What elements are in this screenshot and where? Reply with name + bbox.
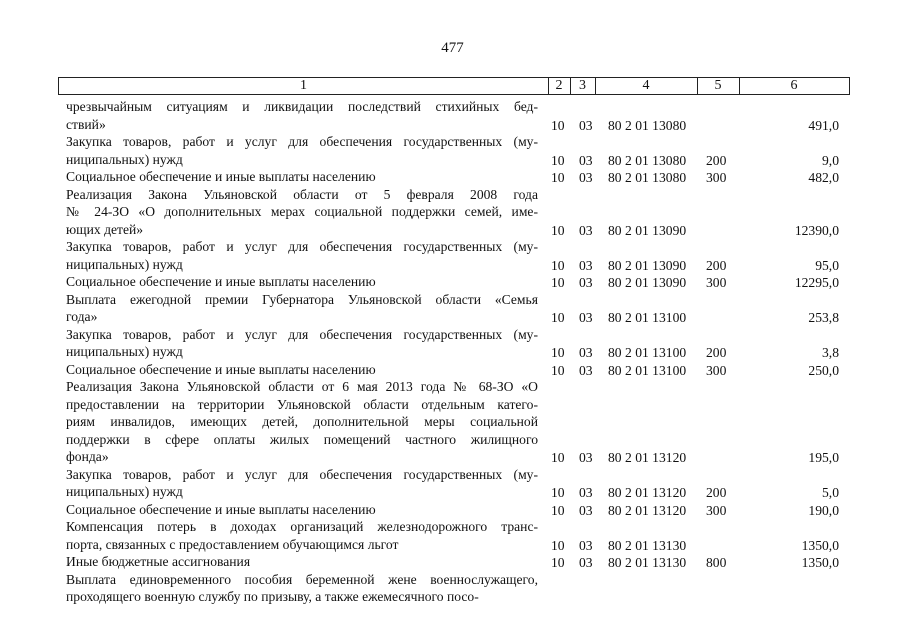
cell-c4: 80 2 01 13100 xyxy=(608,345,687,360)
cell-c2: 10 xyxy=(551,555,565,570)
cell-c3: 03 xyxy=(579,117,593,133)
row-description xyxy=(66,98,538,133)
row-description-line: Закупка товаров, работ и услуг для обеспечения государственных (му- xyxy=(66,326,538,342)
row-description xyxy=(66,291,538,326)
cell-c6: 1350,0 xyxy=(801,537,839,553)
row-description xyxy=(66,238,538,273)
cell-c5: 800 xyxy=(706,555,727,570)
cell-c4: 80 2 01 13090 xyxy=(608,257,687,273)
cell-c6: 12390,0 xyxy=(794,222,839,238)
cell-c2: 10 xyxy=(551,345,565,360)
row-description-line: Иные бюджетные ассигнования xyxy=(66,554,251,569)
cell-c5: 200 xyxy=(706,485,727,500)
cell-c3: 03 xyxy=(579,555,593,570)
cell-c6: 190,0 xyxy=(808,502,839,518)
cell-c2: 10 xyxy=(551,485,565,500)
cell-c4: 80 2 01 13100 xyxy=(608,310,687,325)
row-description xyxy=(66,501,538,519)
row-description xyxy=(66,326,538,361)
row-description-line: ниципальных) нужд xyxy=(66,151,183,167)
cell-c3: 03 xyxy=(579,485,593,500)
cell-c6: 9,0 xyxy=(822,152,839,168)
cell-c6: 491,0 xyxy=(808,117,839,133)
cell-c5: 300 xyxy=(706,362,727,378)
row-description-line: ниципальных) нужд xyxy=(66,344,183,359)
cell-c3: 03 xyxy=(579,222,593,238)
row-description-line: Компенсация потерь в доходах организаций железнодорожного транс- xyxy=(66,519,538,534)
cell-c6: 12295,0 xyxy=(794,275,839,290)
row-description-line: ниципальных) нужд xyxy=(66,484,183,499)
cell-c4: 80 2 01 13080 xyxy=(608,170,687,185)
row-description-line: порта, связанных с предоставлением обучающимся льгот xyxy=(66,536,399,552)
cell-c2: 10 xyxy=(551,450,565,465)
cell-c3: 03 xyxy=(579,152,593,168)
cell-c4: 80 2 01 13090 xyxy=(608,222,687,238)
row-description xyxy=(66,571,538,606)
cell-c2: 10 xyxy=(551,257,565,273)
cell-c5: 300 xyxy=(706,170,727,185)
cell-c4: 80 2 01 13130 xyxy=(608,555,687,570)
header-col-2: 2 xyxy=(555,78,563,93)
cell-c5: 300 xyxy=(706,275,727,290)
row-description xyxy=(66,361,538,379)
table-header xyxy=(58,77,850,95)
cell-c6: 250,0 xyxy=(808,362,839,378)
row-description-line: риям инвалидов, имеющих детей, дополнительной меры социальной xyxy=(66,414,538,429)
cell-c4: 80 2 01 13120 xyxy=(608,450,687,465)
cell-c2: 10 xyxy=(551,275,565,290)
cell-c4: 80 2 01 13080 xyxy=(608,152,687,168)
row-description xyxy=(66,553,538,571)
cell-c5: 300 xyxy=(706,502,727,518)
row-description-line: проходящего военную службу по призыву, а также ежемесячного посо- xyxy=(66,589,479,604)
cell-c3: 03 xyxy=(579,310,593,325)
cell-c5: 200 xyxy=(706,257,727,273)
row-description-line: чрезвычайным ситуациям и ликвидации последствий стихийных бед- xyxy=(66,99,538,114)
row-description-line: Социальное обеспечение и иные выплаты населению xyxy=(66,169,376,184)
cell-c3: 03 xyxy=(579,502,593,518)
cell-c6: 5,0 xyxy=(822,485,839,500)
row-description-line: Социальное обеспечение и иные выплаты населению xyxy=(66,501,376,517)
cell-c6: 253,8 xyxy=(808,310,839,325)
header-col-6: 6 xyxy=(790,78,798,93)
row-description-line: предоставлении на территории Ульяновской области отдельным катего- xyxy=(66,396,538,412)
cell-c2: 10 xyxy=(551,310,565,325)
row-description-line: Закупка товаров, работ и услуг для обеспечения государственных (му- xyxy=(66,239,538,254)
row-description-line: Социальное обеспечение и иные выплаты населению xyxy=(66,361,376,377)
row-description-line: поддержки в сфере оплаты жилых помещений частного жилищного xyxy=(66,431,538,447)
row-description-line: ющих детей» xyxy=(66,221,144,237)
row-description-line: Выплата ежегодной премии Губернатора Ульяновской области «Семья xyxy=(66,291,538,307)
header-col-5: 5 xyxy=(714,78,722,93)
cell-c6: 482,0 xyxy=(808,170,839,185)
cell-c2: 10 xyxy=(551,362,565,378)
cell-c5: 200 xyxy=(706,152,727,168)
cell-c4: 80 2 01 13130 xyxy=(608,537,687,553)
cell-c3: 03 xyxy=(579,450,593,465)
cell-c3: 03 xyxy=(579,537,593,553)
row-description-line: Выплата единовременного пособия беременной жене военнослужащего, xyxy=(66,571,538,587)
row-description-line: года» xyxy=(66,309,98,324)
row-description-line: Реализация Закона Ульяновской области от 6 мая 2013 года № 68-ЗО «О xyxy=(66,379,538,394)
row-description-line: ниципальных) нужд xyxy=(66,256,183,272)
cell-c6: 1350,0 xyxy=(801,555,839,570)
cell-c2: 10 xyxy=(551,222,565,238)
cell-c3: 03 xyxy=(579,362,593,378)
cell-c4: 80 2 01 13080 xyxy=(608,117,687,133)
header-col-1: 1 xyxy=(300,78,307,93)
cell-c4: 80 2 01 13100 xyxy=(608,362,687,378)
cell-c6: 95,0 xyxy=(815,257,839,273)
row-description-line: № 24-ЗО «О дополнительных мерах социальной поддержки семей, име- xyxy=(66,204,538,219)
cell-c4: 80 2 01 13120 xyxy=(608,485,687,500)
row-description xyxy=(66,133,538,168)
cell-c6: 3,8 xyxy=(822,345,839,360)
cell-c2: 10 xyxy=(551,117,565,133)
cell-c2: 10 xyxy=(551,152,565,168)
cell-c5: 200 xyxy=(706,345,727,360)
page-number: 477 xyxy=(441,40,464,56)
cell-c3: 03 xyxy=(579,275,593,290)
row-description xyxy=(66,273,538,291)
row-description xyxy=(66,518,538,553)
row-description-line: Социальное обеспечение и иные выплаты населению xyxy=(66,274,376,289)
row-description xyxy=(66,378,538,466)
row-description xyxy=(66,168,538,186)
cell-c6: 195,0 xyxy=(808,450,839,465)
row-description xyxy=(66,466,538,501)
cell-c2: 10 xyxy=(551,502,565,518)
cell-c3: 03 xyxy=(579,345,593,360)
cell-c2: 10 xyxy=(551,537,565,553)
row-description-line: Закупка товаров, работ и услуг для обеспечения государственных (му- xyxy=(66,134,538,149)
row-description-line: Закупка товаров, работ и услуг для обеспечения государственных (му- xyxy=(66,466,538,482)
row-description-line: Реализация Закона Ульяновской области от 5 февраля 2008 года xyxy=(66,186,538,202)
cell-c4: 80 2 01 13120 xyxy=(608,502,687,518)
header-col-4: 4 xyxy=(642,78,650,93)
row-description xyxy=(66,186,538,239)
header-col-3: 3 xyxy=(579,78,586,93)
cell-c3: 03 xyxy=(579,170,593,185)
row-description-line: фонда» xyxy=(66,449,109,464)
cell-c2: 10 xyxy=(551,170,565,185)
cell-c3: 03 xyxy=(579,257,593,273)
cell-c4: 80 2 01 13090 xyxy=(608,275,687,290)
row-description-line: ствий» xyxy=(66,116,106,132)
